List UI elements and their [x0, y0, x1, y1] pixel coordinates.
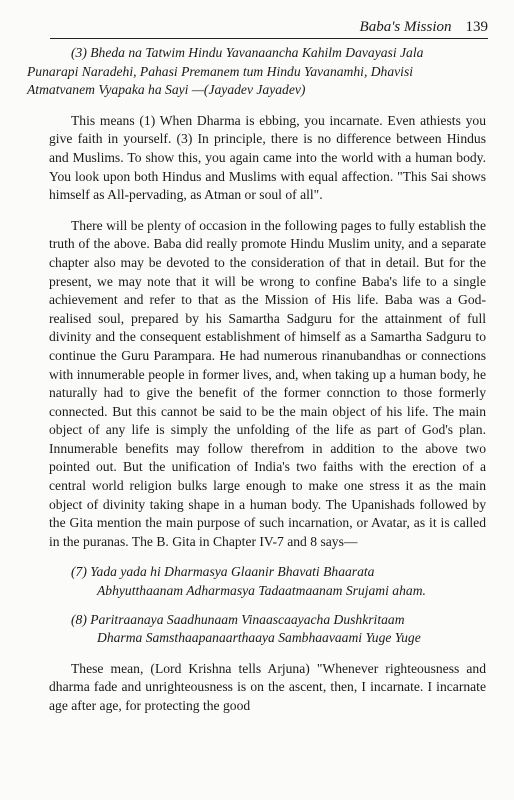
paragraph-closing: These mean, (Lord Krishna tells Arjuna) "Whenever righteousness and dharma fade and unrighteousness is on the ascent, then, I incarnate. I incarnate age after age, for protecting the good — [49, 660, 486, 713]
gita-verse-8-line-2: Dharma Samsthaapanaarthaaya Sambhaavaami Yuge Yuge — [97, 630, 421, 646]
running-title: Baba's Mission — [359, 19, 452, 35]
aarti-verse-line-1: (3) Bheda na Tatwim Hindu Yavanaancha Kahilm Davayasi Jala — [71, 45, 424, 60]
gita-verse-7 — [49, 563, 486, 600]
paragraph-meaning: This means (1) When Dharma is ebbing, you incarnate. Even athiests you give faith in yourself. (3) In principle, there is no difference between Hindus and Muslims. To show this, you again came into the world with a human body. You look upon both Hindus and Muslims with equal affection. "This Sai shows himself as All-pervading, as Atman or soul of all". — [49, 112, 486, 203]
aarti-verse-line-2: Punarapi Naradehi, Pahasi Premanem tum Hindu Yavanamhi, Dhavisi — [27, 63, 414, 79]
gita-verse-7-line-1: (7) Yada yada hi Dharmasya Glaanir Bhavati Bhaarata — [71, 564, 375, 580]
page-body — [27, 44, 486, 716]
page-header — [50, 14, 488, 39]
spacer — [49, 100, 486, 112]
gita-verse-8 — [49, 611, 486, 648]
gita-verse-7-line-2: Abhyutthaanam Adharmasya Tadaatmaanam Srujami aham. — [97, 583, 426, 599]
page-number: 139 — [465, 19, 488, 35]
gita-verse-8-line-1: (8) Paritraanaya Saadhunaam Vinaascaayacha Dushkritaam — [71, 611, 405, 627]
paragraph-mission: There will be plenty of occasion in the following pages to fully establish the truth of the above. Baba did really promote Hindu Muslim unity, and a separate chapter also may be devoted to the consideration of that in detail. But for the present, we may note that it will be wrong to confine Baba's life to a single achievement and refer to that as the Mission of His life. Baba was a God-realised soul, prepared by his Samartha Sadguru for the attainment of full divinity and the consequent establishment of himself as a Samartha Sadguru to continue the Guru Parampara. He had numerous rinanubandhas or connections with innumerable people in former lives, and, when taking up a human body, he naturally had to give the benefit of the former connction to those formerly connected. But this cannot be said to be the main object of his life. The main object of any life is simply the unfolding of the life as part of God's plan. Innumerable benefits may follow therefrom in addition to the above two pointed out. But the unification of India's two faiths with the erection of a central world religion bulks large enough to make one stress it as the main object of divinity taking shape in a human body. The Upanishads followed by the Gita mention the main purpose of such incarnation, or Avatar, as it is called in the puranas. The B. Gita in Chapter IV-7 and 8 says— — [49, 217, 486, 549]
aarti-verse — [27, 44, 486, 100]
aarti-verse-line-3: Atmatvanem Vyapaka ha Sayi —(Jayadev Jayadev) — [27, 82, 306, 98]
